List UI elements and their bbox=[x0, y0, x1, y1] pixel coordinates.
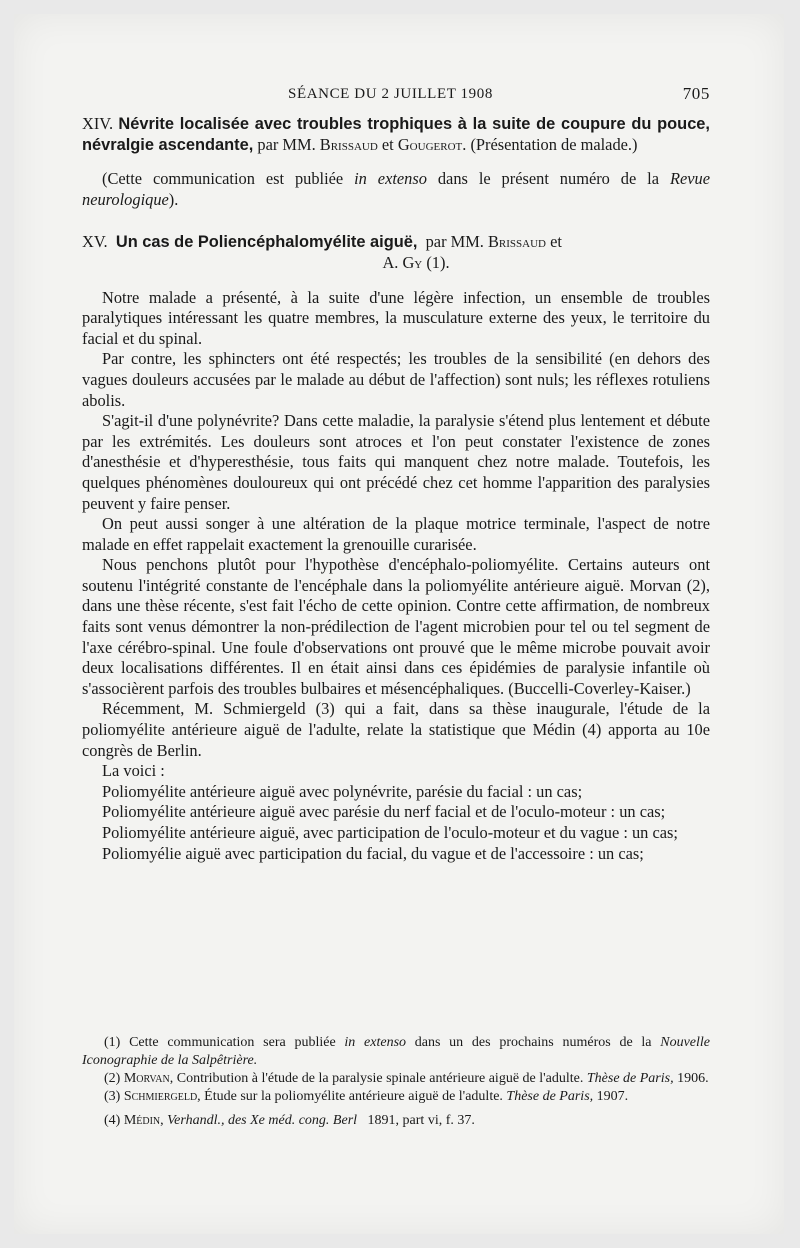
footnote-italic: Thèse de Paris, bbox=[506, 1089, 594, 1104]
footnote-3 bbox=[82, 1088, 710, 1106]
list-item: Poliomyélite antérieure aiguë avec polynévrite, parésie du facial : un cas; bbox=[102, 781, 583, 801]
paragraph: La voici : bbox=[102, 761, 165, 781]
footnote-text: 1891, part vi, f. 37. bbox=[367, 1113, 475, 1128]
section-xiv-numeral: XIV. bbox=[82, 114, 114, 133]
section-xv-author-1: Brissaud bbox=[487, 232, 546, 252]
footnote-text: dans un des prochains numéros de la bbox=[414, 1035, 652, 1050]
running-head bbox=[82, 78, 710, 102]
para-italic: in extenso bbox=[354, 169, 427, 189]
footnote-journal: Nouvelle Iconographie de la Salpêtrière. bbox=[82, 1035, 711, 1068]
section-xv-title bbox=[82, 232, 710, 253]
footnotes bbox=[82, 1034, 710, 1130]
running-title: SÉANCE DU 2 JUILLET 1908 bbox=[288, 86, 493, 102]
para-text: ). bbox=[168, 189, 179, 209]
footnote-2 bbox=[82, 1070, 710, 1088]
section-xiv-and: et bbox=[381, 134, 394, 154]
paragraph: Par contre, les sphincters ont été respectés; les troubles de la sensibilité (en dehors des vagues douleurs accusées par le malade au début de l'affection) sont nuls; les réflexes rotuliens abolis. bbox=[82, 349, 710, 410]
section-xiv-heading: Névrite localisée avec troubles trophiques à la suite de coupure du pouce, névralgie ascendante, bbox=[82, 115, 710, 154]
footnote-italic: Verhandl., des Xe méd. cong. Berl bbox=[167, 1113, 358, 1128]
list-item: Poliomyélie aiguë avec participation du facial, du vague et de l'accessoire : un cas; bbox=[102, 843, 644, 863]
footnote-text: Contribution à l'étude de la paralysie spinale antérieure aiguë de l'adulte. bbox=[176, 1071, 584, 1086]
para-text: dans le présent numéro de la bbox=[437, 169, 660, 189]
section-xiv-by: par MM. bbox=[257, 134, 316, 154]
spacer bbox=[82, 155, 710, 169]
section-xv-by: par MM. bbox=[425, 232, 484, 252]
section-xiv-author-1: Brissaud bbox=[319, 134, 378, 154]
footnote-italic: in extenso bbox=[344, 1035, 407, 1050]
list-item: Poliomyélite antérieure aiguë, avec participation de l'oculo-moteur et du vague : un cas; bbox=[102, 823, 678, 842]
section-xv-heading: Un cas de Poliencéphalomyélite aiguë, bbox=[115, 233, 418, 252]
section-xiv-title bbox=[82, 114, 710, 155]
footnote-text: (3) bbox=[104, 1089, 121, 1104]
section-xv-numeral: XV. bbox=[82, 232, 108, 252]
journal-name: Revue neurologique bbox=[82, 169, 710, 209]
paragraph: Nous penchons plutôt pour l'hypothèse d'encéphalo-poliomyélite. Certains auteurs ont soutenu l'intégrité constante de l'encéphale dans la poliomyélite antérieure aiguë. Morvan (2), dans une thèse récente, s'est fait l'écho de cette opinion. Contre cette affirmation, de nombreux faits sont venus démontrer la non-prédilection de l'agent microbien pour tel ou tel segment de l'axe cérébro-spinal. Une foule d'observations ont prouvé que le même microbe pouvait avoir deux localisations différentes. Il en était ainsi dans ces épidémies de paralysie infantile où s'associèrent parfois des troubles bulbaires et mésencéphaliques. (Buccelli-Coverley-Kaiser.) bbox=[82, 555, 710, 698]
footnote-author: Médin, bbox=[123, 1113, 164, 1128]
footnote-text: Étude sur la poliomyélite antérieure aiguë de l'adulte. bbox=[204, 1089, 503, 1104]
paragraph: On peut aussi songer à une altération de la plaque motrice terminale, l'aspect de notre malade en effet rappelait exactement la grenouille curarisée. bbox=[82, 514, 710, 554]
footnote-italic: Thèse de Paris, bbox=[586, 1071, 674, 1086]
spacer bbox=[82, 210, 710, 232]
footnote-author: Morvan, bbox=[123, 1071, 174, 1086]
spacer bbox=[82, 274, 710, 288]
section-xv-and: et bbox=[550, 232, 562, 252]
page-number: 705 bbox=[682, 84, 710, 103]
paragraph: S'agit-il d'une polynévrite? Dans cette maladie, la paralysie s'étend plus lentement et débute par les extrémités. Les douleurs sont atroces et l'on peut constater l'existence de zones d'anesthésie et d'hyperesthésie, tous faits qui manquent chez notre malade. Toutefois, les quelques phénomènes douloureux qui ont précédé chez cet homme l'apparition des paralysies peuvent y faire penser. bbox=[82, 411, 710, 513]
document-page bbox=[14, 14, 784, 1234]
footnote-text: (4) bbox=[104, 1113, 121, 1128]
section-xiv-note: (Présentation de malade.) bbox=[470, 134, 638, 154]
footnote-text: (2) bbox=[104, 1071, 121, 1086]
footnote-author: Schmiergeld, bbox=[123, 1089, 201, 1104]
footnote-4 bbox=[82, 1112, 710, 1130]
section-xiv-paragraph bbox=[82, 169, 710, 210]
footnote-1 bbox=[82, 1034, 710, 1070]
para-text: (Cette communication est publiée bbox=[102, 169, 344, 189]
paragraph: Récemment, M. Schmiergeld (3) qui a fait, dans sa thèse inaugurale, l'étude de la poliomyélite antérieure aiguë de l'adulte, relate la statistique que Médin (4) apporta au 10e congrès de Berlin. bbox=[82, 699, 710, 760]
section-xv-author-2: A. Gy (1). bbox=[382, 252, 450, 272]
paragraph: Notre malade a présenté, à la suite d'une légère infection, un ensemble de troubles paralytiques intéressant les quatre membres, la musculature externe des yeux, le territoire du facial et du spinal. bbox=[82, 287, 710, 348]
footnote-text: (1) Cette communication sera publiée bbox=[104, 1035, 336, 1050]
footnote-text: 1906. bbox=[677, 1071, 709, 1086]
footnote-text: 1907. bbox=[596, 1089, 629, 1104]
section-xiv-author-2: Gougerot. bbox=[397, 134, 467, 154]
list-item: Poliomyélite antérieure aiguë avec parésie du nerf facial et de l'oculo-moteur : un cas; bbox=[102, 802, 666, 822]
body-text bbox=[82, 78, 710, 864]
